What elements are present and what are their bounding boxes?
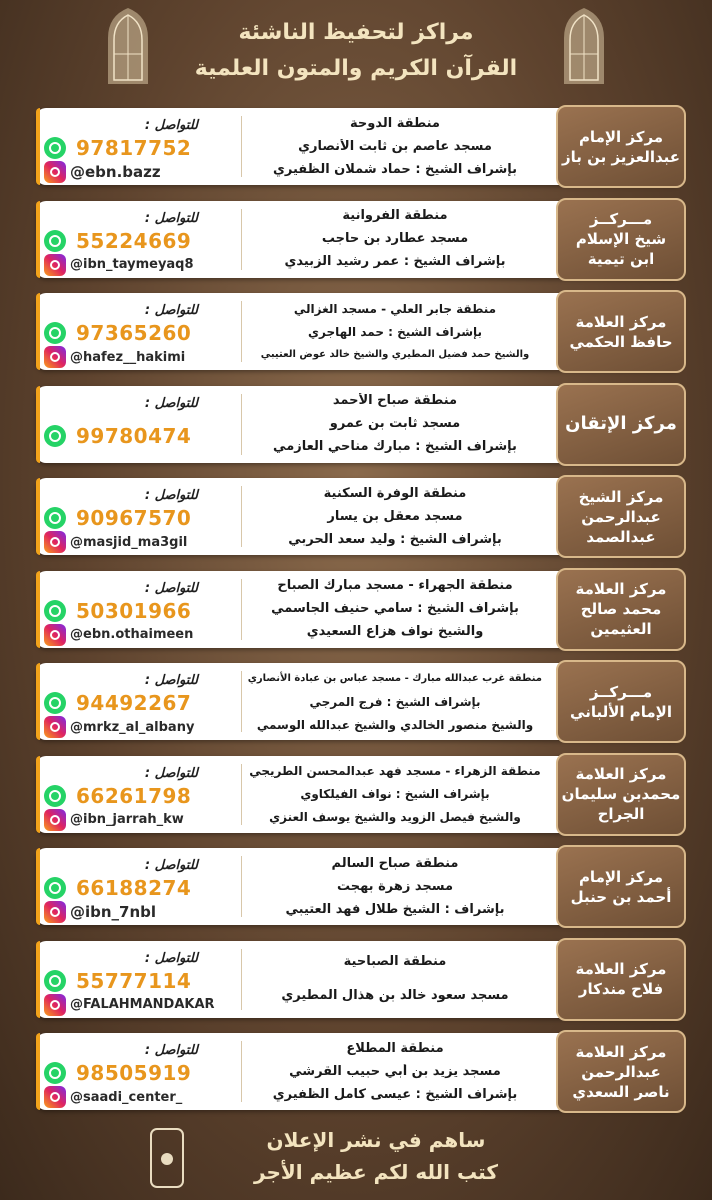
phone-number: 99780474 [76, 423, 192, 448]
phone-number: 50301966 [76, 598, 192, 623]
center-row [36, 756, 682, 833]
center-name-line: مـــركــز [589, 682, 653, 701]
detail-line: والشيخ حمد فضيل المطيري والشيخ خالد عوض العتيبي [260, 348, 530, 360]
contact-label: للتواصل : [144, 395, 198, 411]
centers-list [36, 108, 682, 1126]
divider [241, 949, 242, 1010]
contact-label: للتواصل : [144, 858, 198, 873]
center-name-label [556, 845, 686, 928]
center-name-line: شيخ الإسلام [575, 230, 667, 248]
instagram-icon [44, 1086, 66, 1108]
instagram-handle: @saadi_center_ [70, 1089, 183, 1105]
whatsapp-icon [44, 785, 66, 807]
instagram-contact[interactable] [44, 530, 187, 554]
center-name-line: محمد صالح [580, 600, 662, 618]
detail-line: بإشراف الشيخ : نواف الفيلكاوي [300, 787, 490, 801]
contact-label: للتواصل : [144, 950, 198, 966]
whatsapp-icon [44, 425, 66, 447]
center-name-line: مركز الإتقان [565, 413, 677, 434]
phone-number: 94492267 [76, 691, 192, 715]
contact-label: للتواصل : [144, 118, 198, 133]
center-details [248, 205, 542, 274]
whatsapp-contact[interactable] [44, 321, 191, 345]
center-name-line: مركز العلامة [575, 1042, 667, 1061]
instagram-handle: @mrkz_al_albany [70, 719, 195, 735]
detail-line: منطقة صباح الأحمد [332, 393, 458, 408]
contact-block [42, 482, 238, 551]
center-name-line: الجراح [597, 805, 645, 823]
center-name-label [556, 475, 686, 558]
center-name-line: حافظ الحكمي [569, 332, 673, 351]
divider [241, 1041, 242, 1102]
detail-line: بإشراف الشيخ : حمد الهاجري [308, 324, 482, 339]
center-name-label [556, 105, 686, 188]
divider [241, 764, 242, 825]
instagram-contact[interactable] [44, 253, 194, 277]
instagram-handle: @ebn.bazz [70, 163, 161, 181]
instagram-handle: @ibn_jarrah_kw [70, 812, 184, 827]
whatsapp-icon [44, 137, 66, 159]
divider [241, 486, 242, 547]
center-name-line: مركز الشيخ [578, 487, 664, 506]
center-row [36, 1033, 682, 1110]
contact-block [42, 760, 238, 829]
whatsapp-icon [44, 692, 66, 714]
divider [241, 579, 242, 640]
center-details [248, 112, 542, 181]
instagram-handle: @ebn.othaimeen [70, 627, 194, 642]
contact-block [42, 667, 238, 736]
instagram-contact[interactable] [44, 623, 193, 647]
center-row [36, 293, 682, 370]
detail-line: مسجد معقل بن يسار [327, 508, 463, 524]
instagram-contact[interactable] [44, 160, 161, 184]
whatsapp-icon [44, 1062, 66, 1084]
phone-number: 97365260 [76, 321, 192, 345]
center-name-line: مركز الإمام [578, 867, 664, 886]
whatsapp-contact[interactable] [44, 969, 191, 993]
center-details [248, 945, 542, 1014]
detail-line: منطقة المطلاع [346, 1040, 444, 1056]
center-details [248, 667, 542, 736]
detail-line: منطقة الفروانية [342, 208, 448, 223]
instagram-icon [44, 624, 66, 646]
center-name-line: مركز الإمام [578, 127, 664, 146]
contact-label: للتواصل : [144, 580, 198, 596]
phone-number: 55777114 [76, 968, 192, 993]
detail-line: منطقة جابر العلي - مسجد الغزالي [293, 301, 497, 316]
divider [241, 301, 242, 362]
center-name-line: مركز العلامة [575, 765, 667, 783]
instagram-contact[interactable] [44, 993, 215, 1017]
center-row [36, 571, 682, 648]
header-subtitle: القرآن الكريم والمتون العلمية [194, 56, 518, 81]
center-name-line: عبدالعزيز بن باز [561, 147, 681, 166]
contact-block [42, 945, 238, 1014]
contact-label: للتواصل : [144, 303, 198, 318]
center-details [248, 390, 542, 459]
footer-line-2: كتب الله لكم عظيم الأجر [254, 1160, 498, 1184]
detail-line: بإشراف : الشيخ طلال فهد العتيبي [285, 901, 505, 917]
contact-label: للتواصل : [144, 488, 198, 503]
contact-block [42, 205, 238, 274]
divider [241, 116, 242, 177]
whatsapp-contact[interactable] [44, 506, 191, 530]
center-row [36, 386, 682, 463]
center-name-line: ناصر السعدي [572, 1082, 670, 1101]
center-name-line: مركز العلامة [575, 580, 667, 598]
detail-line: منطقة الوفرة السكنية [323, 485, 467, 501]
phone-number: 90967570 [76, 506, 192, 530]
contact-block [42, 112, 238, 181]
instagram-icon [44, 161, 66, 183]
detail-line: بإشراف الشيخ : فرج المرجي [309, 694, 481, 709]
detail-line: بإشراف الشيخ : عمر رشيد الزبيدي [284, 254, 506, 269]
detail-line: منطقة غرب عبدالله مبارك - مسجد عباس بن عبادة الأنصاري [248, 672, 542, 684]
whatsapp-icon [44, 970, 66, 992]
center-name-label [556, 938, 686, 1021]
center-name-label [556, 1030, 686, 1113]
header-title: مراكز لتحفيظ الناشئة [238, 20, 474, 45]
contact-block [42, 575, 238, 644]
footer [0, 1118, 712, 1200]
center-details [248, 760, 542, 829]
instagram-contact[interactable] [44, 1085, 182, 1109]
whatsapp-contact[interactable] [44, 691, 191, 715]
share-phone-icon [150, 1128, 184, 1188]
detail-line: مسجد عاصم بن ثابت الأنصاري [298, 138, 492, 154]
instagram-handle: @FALAHMANDAKAR [70, 997, 215, 1012]
contact-label: للتواصل : [144, 765, 198, 781]
center-name-label [556, 753, 686, 836]
whatsapp-icon [44, 877, 66, 899]
center-name-line: عبدالرحمن [581, 507, 661, 526]
whatsapp-icon [44, 230, 66, 252]
divider [241, 856, 242, 917]
center-name-line: عبدالصمد [586, 527, 656, 546]
detail-line: مسجد زهرة بهجت [336, 878, 454, 894]
whatsapp-contact[interactable] [44, 136, 191, 160]
center-name-line: مـــركــز [589, 210, 653, 228]
detail-line: بإشراف الشيخ : سامي حنيف الجاسمي [271, 601, 519, 616]
contact-block [42, 390, 238, 459]
header [0, 0, 712, 100]
instagram-handle: @masjid_ma3gil [70, 534, 188, 550]
center-name-line: مركز العلامة [575, 312, 667, 331]
center-row [36, 941, 682, 1018]
whatsapp-icon [44, 507, 66, 529]
center-name-line: مركز العلامة [575, 960, 667, 978]
divider [241, 671, 242, 732]
detail-line: منطقة الزهراء - مسجد فهد عبدالمحسن الطريجي [249, 764, 541, 778]
contact-block [42, 852, 238, 921]
center-details [248, 852, 542, 921]
detail-line: بإشراف الشيخ : عيسى كامل الظفيري [272, 1086, 518, 1102]
detail-line: منطقة الصباحية [343, 953, 447, 969]
instagram-icon [44, 994, 66, 1016]
phone-number: 66188274 [76, 876, 192, 900]
instagram-handle: @ibn_taymeyaq8 [70, 257, 194, 272]
contact-block [42, 1037, 238, 1106]
detail-line: مسجد يزيد بن أبي حبيب القرشي [289, 1063, 501, 1079]
instagram-contact[interactable] [44, 345, 185, 369]
footer-line-1: ساهم في نشر الإعلان [266, 1128, 486, 1152]
detail-line: منطقة الدوحة [350, 115, 440, 131]
phone-number: 98505919 [76, 1061, 192, 1085]
phone-number: 66261798 [76, 783, 192, 808]
detail-line: بإشراف الشيخ : مبارك مناحي العازمي [273, 439, 517, 454]
instagram-contact[interactable] [44, 900, 156, 924]
center-name-label [556, 568, 686, 651]
center-name-label [556, 660, 686, 743]
center-details [248, 297, 542, 366]
detail-line: مسجد سعود خالد بن هذال المطيري [281, 988, 509, 1004]
whatsapp-icon [44, 322, 66, 344]
center-name-line: فلاح مندكار [578, 980, 664, 998]
center-row [36, 663, 682, 740]
instagram-handle: @ibn_7nbl [70, 903, 157, 921]
center-name-line: عبدالرحمن [581, 1062, 661, 1081]
instagram-icon [44, 346, 66, 368]
detail-line: منطقة صباح السالم [331, 855, 459, 871]
center-name-line: ابن تيمية [587, 250, 655, 268]
instagram-handle: @hafez__hakimi [70, 349, 186, 365]
whatsapp-contact[interactable] [44, 876, 191, 900]
contact-label: للتواصل : [144, 673, 198, 688]
instagram-contact[interactable] [44, 808, 184, 832]
instagram-icon [44, 254, 66, 276]
detail-line: بإشراف الشيخ : وليد سعد الحربي [288, 531, 502, 547]
whatsapp-contact[interactable] [44, 229, 191, 253]
phone-number: 55224669 [76, 228, 192, 253]
center-row [36, 108, 682, 185]
detail-line: والشيخ فيصل الزويد والشيخ يوسف العنزي [269, 810, 521, 824]
contact-label: للتواصل : [144, 1043, 198, 1058]
instagram-icon [44, 716, 66, 738]
center-name-line: محمدبن سليمان [561, 785, 681, 803]
whatsapp-contact[interactable] [44, 599, 191, 623]
instagram-icon [44, 809, 66, 831]
center-row [36, 848, 682, 925]
center-details [248, 575, 542, 644]
center-name-label [556, 383, 686, 466]
instagram-contact[interactable] [44, 715, 194, 739]
center-name-line: أحمد بن حنبل [570, 887, 672, 906]
instagram-icon [44, 531, 66, 553]
whatsapp-contact[interactable] [44, 784, 191, 808]
center-name-line: العثيمين [590, 620, 652, 638]
whatsapp-contact[interactable] [44, 1061, 191, 1085]
instagram-icon [44, 901, 66, 923]
detail-line: بإشراف الشيخ : حماد شملان الظفيري [272, 161, 518, 177]
whatsapp-icon [44, 600, 66, 622]
detail-line: والشيخ نواف هزاع السعيدي [306, 624, 484, 639]
center-name-line: الإمام الألباني [570, 702, 672, 721]
center-row [36, 478, 682, 555]
contact-label: للتواصل : [144, 210, 198, 226]
whatsapp-contact[interactable] [44, 424, 191, 448]
center-details [248, 482, 542, 551]
divider [241, 209, 242, 270]
detail-line: مسجد عطارد بن حاجب [321, 231, 469, 246]
center-details [248, 1037, 542, 1106]
center-row [36, 201, 682, 278]
detail-line: مسجد ثابت بن عمرو [329, 416, 461, 431]
detail-line: والشيخ منصور الخالدي والشيخ عبدالله الوسمي [256, 717, 534, 732]
divider [241, 394, 242, 455]
phone-number: 97817752 [76, 136, 192, 160]
detail-line: منطقة الجهراء - مسجد مبارك الصباح [277, 578, 513, 593]
center-name-label [556, 290, 686, 373]
center-name-label [556, 198, 686, 281]
contact-block [42, 297, 238, 366]
